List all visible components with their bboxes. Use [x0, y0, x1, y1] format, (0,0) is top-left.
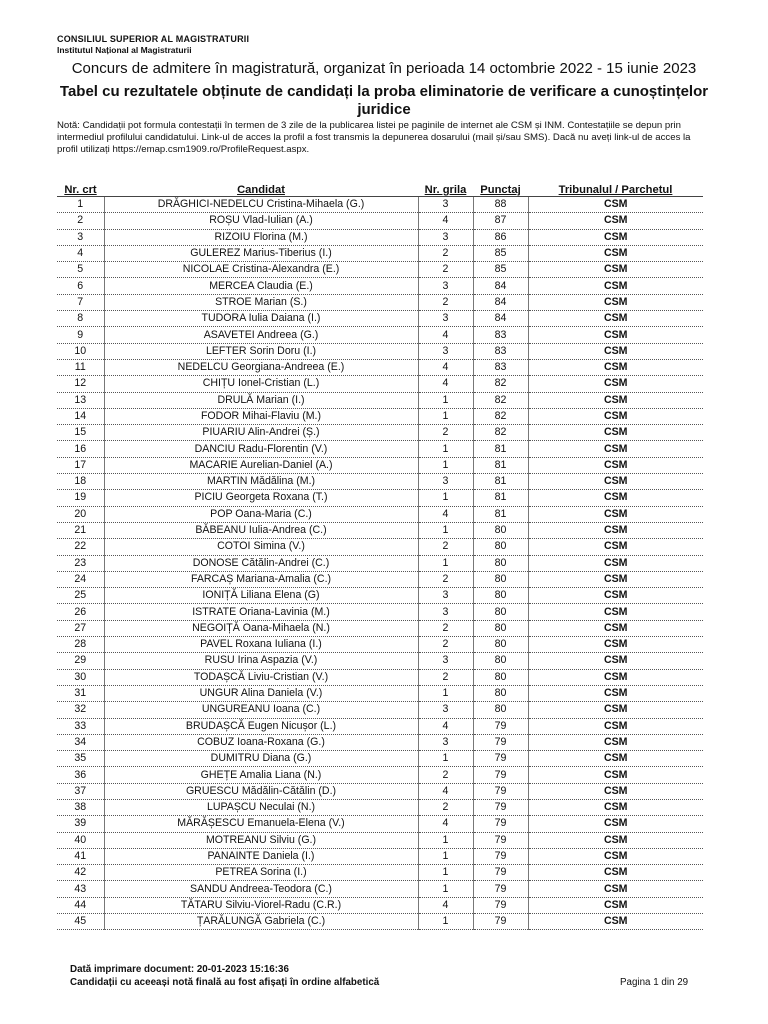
score: 80	[473, 637, 528, 653]
table-row	[57, 816, 703, 832]
table-row	[57, 311, 703, 327]
grid-number: 2	[418, 262, 473, 278]
table-row	[57, 914, 703, 930]
row-number: 5	[57, 262, 104, 278]
score: 79	[473, 848, 528, 864]
tribunal: CSM	[528, 718, 703, 734]
grid-number: 4	[418, 327, 473, 343]
score: 79	[473, 783, 528, 799]
candidate-name: BĂBEANU Iulia-Andrea (C.)	[104, 522, 418, 538]
row-number: 3	[57, 229, 104, 245]
table-row	[57, 278, 703, 294]
row-number: 12	[57, 376, 104, 392]
candidate-name: STROE Marian (S.)	[104, 294, 418, 310]
row-number: 18	[57, 474, 104, 490]
grid-number: 3	[418, 588, 473, 604]
score: 84	[473, 311, 528, 327]
score: 80	[473, 522, 528, 538]
ordering-note: Candidații cu aceeași notă finală au fost afișați în ordine alfabetică	[70, 977, 380, 988]
contest-heading: Concurs de admitere în magistratură, organizat în perioada 14 octombrie 2022 - 15 iunie 2023	[71, 60, 697, 77]
tribunal: CSM	[528, 555, 703, 571]
row-number: 42	[57, 865, 104, 881]
table-row	[57, 229, 703, 245]
score: 81	[473, 490, 528, 506]
candidate-name: DRULĂ Marian (I.)	[104, 392, 418, 408]
grid-number: 2	[418, 539, 473, 555]
table-row	[57, 506, 703, 522]
score: 87	[473, 213, 528, 229]
score: 80	[473, 588, 528, 604]
table-row	[57, 408, 703, 424]
tribunal: CSM	[528, 457, 703, 473]
row-number: 8	[57, 311, 104, 327]
score: 79	[473, 816, 528, 832]
score: 83	[473, 343, 528, 359]
score: 79	[473, 881, 528, 897]
table-row	[57, 588, 703, 604]
candidate-name: PIUARIU Alin-Andrei (Ș.)	[104, 425, 418, 441]
grid-number: 1	[418, 832, 473, 848]
grid-number: 3	[418, 653, 473, 669]
candidate-name: MACARIE Aurelian-Daniel (A.)	[104, 457, 418, 473]
row-number: 25	[57, 588, 104, 604]
tribunal: CSM	[528, 783, 703, 799]
score: 80	[473, 571, 528, 587]
tribunal: CSM	[528, 245, 703, 261]
table-row	[57, 865, 703, 881]
print-date: Dată imprimare document: 20-01-2023 15:16:36	[70, 964, 289, 975]
table-row	[57, 376, 703, 392]
score: 81	[473, 457, 528, 473]
score: 80	[473, 620, 528, 636]
table-row	[57, 669, 703, 685]
row-number: 22	[57, 539, 104, 555]
grid-number: 1	[418, 848, 473, 864]
row-number: 44	[57, 897, 104, 913]
candidate-name: GHEȚE Amalia Liana (N.)	[104, 767, 418, 783]
row-number: 30	[57, 669, 104, 685]
candidate-name: RUSU Irina Aspazia (V.)	[104, 653, 418, 669]
tribunal: CSM	[528, 425, 703, 441]
candidate-name: LEFTER Sorin Doru (I.)	[104, 343, 418, 359]
tribunal: CSM	[528, 408, 703, 424]
candidate-name: SANDU Andreea-Teodora (C.)	[104, 881, 418, 897]
grid-number: 2	[418, 294, 473, 310]
score: 79	[473, 865, 528, 881]
tribunal: CSM	[528, 832, 703, 848]
grid-number: 3	[418, 278, 473, 294]
row-number: 24	[57, 571, 104, 587]
grid-number: 4	[418, 376, 473, 392]
grid-number: 4	[418, 213, 473, 229]
row-number: 35	[57, 751, 104, 767]
candidate-name: UNGUREANU Ioana (C.)	[104, 702, 418, 718]
candidate-name: MOTREANU Silviu (G.)	[104, 832, 418, 848]
table-row	[57, 522, 703, 538]
table-row	[57, 197, 703, 213]
grid-number: 2	[418, 637, 473, 653]
candidate-name: MARTIN Mădălina (M.)	[104, 474, 418, 490]
tribunal: CSM	[528, 213, 703, 229]
score: 80	[473, 702, 528, 718]
table-row	[57, 702, 703, 718]
table-row	[57, 490, 703, 506]
score: 79	[473, 767, 528, 783]
score: 85	[473, 245, 528, 261]
grid-number: 2	[418, 425, 473, 441]
score: 84	[473, 294, 528, 310]
row-number: 11	[57, 359, 104, 375]
candidate-name: PAVEL Roxana Iuliana (I.)	[104, 637, 418, 653]
row-number: 10	[57, 343, 104, 359]
tribunal: CSM	[528, 588, 703, 604]
grid-number: 4	[418, 783, 473, 799]
tribunal: CSM	[528, 620, 703, 636]
score: 88	[473, 197, 528, 213]
score: 80	[473, 685, 528, 701]
candidate-name: DONOSE Cătălin-Andrei (C.)	[104, 555, 418, 571]
grid-number: 1	[418, 457, 473, 473]
tribunal: CSM	[528, 865, 703, 881]
table-row	[57, 783, 703, 799]
table-header-row	[57, 180, 703, 197]
tribunal: CSM	[528, 392, 703, 408]
tribunal: CSM	[528, 604, 703, 620]
grid-number: 1	[418, 441, 473, 457]
score: 82	[473, 425, 528, 441]
tribunal: CSM	[528, 376, 703, 392]
tribunal: CSM	[528, 506, 703, 522]
row-number: 1	[57, 197, 104, 213]
score: 81	[473, 441, 528, 457]
table-row	[57, 474, 703, 490]
candidate-name: DRĂGHICI-NEDELCU Cristina-Mihaela (G.)	[104, 197, 418, 213]
score: 79	[473, 734, 528, 750]
row-number: 43	[57, 881, 104, 897]
tribunal: CSM	[528, 359, 703, 375]
grid-number: 4	[418, 506, 473, 522]
tribunal: CSM	[528, 637, 703, 653]
score: 83	[473, 359, 528, 375]
grid-number: 4	[418, 816, 473, 832]
score: 83	[473, 327, 528, 343]
candidate-name: ISTRATE Oriana-Lavinia (M.)	[104, 604, 418, 620]
grid-number: 3	[418, 604, 473, 620]
table-row	[57, 392, 703, 408]
score: 79	[473, 897, 528, 913]
candidate-name: TODAȘCĂ Liviu-Cristian (V.)	[104, 669, 418, 685]
row-number: 45	[57, 914, 104, 930]
table-row	[57, 359, 703, 375]
table-row	[57, 213, 703, 229]
row-number: 17	[57, 457, 104, 473]
grid-number: 1	[418, 392, 473, 408]
tribunal: CSM	[528, 490, 703, 506]
row-number: 2	[57, 213, 104, 229]
tribunal: CSM	[528, 539, 703, 555]
table-row	[57, 637, 703, 653]
tribunal: CSM	[528, 653, 703, 669]
grid-number: 2	[418, 799, 473, 815]
score: 81	[473, 474, 528, 490]
candidate-name: NEDELCU Georgiana-Andreea (E.)	[104, 359, 418, 375]
table-row	[57, 881, 703, 897]
candidate-name: IONIȚĂ Liliana Elena (G)	[104, 588, 418, 604]
column-header-nr-grila: Nr. grila	[418, 180, 473, 197]
tribunal: CSM	[528, 474, 703, 490]
score: 80	[473, 669, 528, 685]
tribunal: CSM	[528, 881, 703, 897]
tribunal: CSM	[528, 702, 703, 718]
tribunal: CSM	[528, 897, 703, 913]
contestation-note: Notă: Candidații pot formula contestații în termen de 3 zile de la publicarea listei pe paginile de internet ale CSM și INM. Contestațiile se depun prin intermediul profilului candidatului. Link-ul de acces la profil a fost transmis la depunerea dosarului (mail și/sau SMS). Dacă nu aveți link-ul de acces la profil utilizați https://emap.csm1909.ro/ProfileRequest.aspx.	[57, 120, 691, 155]
candidate-name: UNGUR Alina Daniela (V.)	[104, 685, 418, 701]
table-row	[57, 832, 703, 848]
grid-number: 1	[418, 685, 473, 701]
score: 80	[473, 653, 528, 669]
row-number: 16	[57, 441, 104, 457]
row-number: 39	[57, 816, 104, 832]
row-number: 13	[57, 392, 104, 408]
table-row	[57, 294, 703, 310]
grid-number: 3	[418, 197, 473, 213]
candidate-name: FARCAȘ Mariana-Amalia (C.)	[104, 571, 418, 587]
tribunal: CSM	[528, 441, 703, 457]
grid-number: 4	[418, 897, 473, 913]
grid-number: 1	[418, 555, 473, 571]
table-row	[57, 848, 703, 864]
org-name: CONSILIUL SUPERIOR AL MAGISTRATURII	[57, 34, 250, 44]
grid-number: 3	[418, 311, 473, 327]
row-number: 34	[57, 734, 104, 750]
candidate-name: FODOR Mihai-Flaviu (M.)	[104, 408, 418, 424]
score: 82	[473, 408, 528, 424]
table-row	[57, 441, 703, 457]
tribunal: CSM	[528, 294, 703, 310]
candidate-name: BRUDAȘCĂ Eugen Nicușor (L.)	[104, 718, 418, 734]
tribunal: CSM	[528, 685, 703, 701]
tribunal: CSM	[528, 799, 703, 815]
row-number: 4	[57, 245, 104, 261]
score: 80	[473, 604, 528, 620]
tribunal: CSM	[528, 767, 703, 783]
score: 79	[473, 751, 528, 767]
candidate-name: MĂRĂȘESCU Emanuela-Elena (V.)	[104, 816, 418, 832]
candidate-name: RIZOIU Florina (M.)	[104, 229, 418, 245]
table-row	[57, 897, 703, 913]
table-row	[57, 571, 703, 587]
score: 79	[473, 718, 528, 734]
table-row	[57, 457, 703, 473]
score: 85	[473, 262, 528, 278]
tribunal: CSM	[528, 262, 703, 278]
row-number: 27	[57, 620, 104, 636]
candidate-name: PICIU Georgeta Roxana (T.)	[104, 490, 418, 506]
candidate-name: GRUESCU Mădălin-Cătălin (D.)	[104, 783, 418, 799]
row-number: 21	[57, 522, 104, 538]
column-header-candidat: Candidat	[104, 180, 418, 197]
candidate-name: PETREA Sorina (I.)	[104, 865, 418, 881]
table-row	[57, 718, 703, 734]
candidate-name: LUPAȘCU Neculai (N.)	[104, 799, 418, 815]
grid-number: 2	[418, 767, 473, 783]
table-row	[57, 327, 703, 343]
row-number: 41	[57, 848, 104, 864]
candidate-name: COTOI Simina (V.)	[104, 539, 418, 555]
candidate-name: MERCEA Claudia (E.)	[104, 278, 418, 294]
candidate-name: NICOLAE Cristina-Alexandra (E.)	[104, 262, 418, 278]
row-number: 28	[57, 637, 104, 653]
row-number: 36	[57, 767, 104, 783]
table-row	[57, 734, 703, 750]
grid-number: 1	[418, 522, 473, 538]
table-row	[57, 245, 703, 261]
row-number: 33	[57, 718, 104, 734]
row-number: 20	[57, 506, 104, 522]
column-header-punctaj: Punctaj	[473, 180, 528, 197]
score: 80	[473, 555, 528, 571]
tribunal: CSM	[528, 816, 703, 832]
column-header-nr-crt: Nr. crt	[57, 180, 104, 197]
row-number: 23	[57, 555, 104, 571]
table-row	[57, 653, 703, 669]
row-number: 6	[57, 278, 104, 294]
grid-number: 3	[418, 474, 473, 490]
candidate-name: ROȘU Vlad-Iulian (A.)	[104, 213, 418, 229]
tribunal: CSM	[528, 751, 703, 767]
score: 86	[473, 229, 528, 245]
column-header-tribunal: Tribunalul / Parchetul	[528, 180, 703, 197]
score: 80	[473, 539, 528, 555]
candidate-name: DANCIU Radu-Florentin (V.)	[104, 441, 418, 457]
table-row	[57, 685, 703, 701]
tribunal: CSM	[528, 278, 703, 294]
score: 82	[473, 376, 528, 392]
row-number: 9	[57, 327, 104, 343]
candidate-name: CHIȚU Ionel-Cristian (L.)	[104, 376, 418, 392]
candidate-name: DUMITRU Diana (G.)	[104, 751, 418, 767]
page-number: Pagina 1 din 29	[620, 977, 689, 988]
tribunal: CSM	[528, 229, 703, 245]
row-number: 40	[57, 832, 104, 848]
table-row	[57, 751, 703, 767]
table-row	[57, 620, 703, 636]
candidate-name: GULEREZ Marius-Tiberius (I.)	[104, 245, 418, 261]
candidate-name: PANAINTE Daniela (I.)	[104, 848, 418, 864]
score: 81	[473, 506, 528, 522]
grid-number: 3	[418, 343, 473, 359]
grid-number: 2	[418, 669, 473, 685]
row-number: 31	[57, 685, 104, 701]
grid-number: 3	[418, 734, 473, 750]
candidate-name: ASAVETEI Andreea (G.)	[104, 327, 418, 343]
table-row	[57, 425, 703, 441]
candidate-name: COBUZ Ioana-Roxana (G.)	[104, 734, 418, 750]
score: 84	[473, 278, 528, 294]
tribunal: CSM	[528, 311, 703, 327]
results-table	[57, 180, 703, 930]
row-number: 32	[57, 702, 104, 718]
tribunal: CSM	[528, 669, 703, 685]
table-row	[57, 539, 703, 555]
candidate-name: POP Oana-Maria (C.)	[104, 506, 418, 522]
candidate-name: TUDORA Iulia Daiana (I.)	[104, 311, 418, 327]
tribunal: CSM	[528, 343, 703, 359]
tribunal: CSM	[528, 914, 703, 930]
tribunal: CSM	[528, 734, 703, 750]
grid-number: 2	[418, 571, 473, 587]
row-number: 29	[57, 653, 104, 669]
score: 79	[473, 799, 528, 815]
document-title: Tabel cu rezultatele obținute de candidați la proba eliminatorie de verificare a cunoștințelor juridice	[59, 83, 709, 118]
grid-number: 3	[418, 229, 473, 245]
grid-number: 1	[418, 914, 473, 930]
table-row	[57, 767, 703, 783]
grid-number: 3	[418, 702, 473, 718]
score: 79	[473, 914, 528, 930]
score: 79	[473, 832, 528, 848]
candidate-name: TĂTARU Silviu-Viorel-Radu (C.R.)	[104, 897, 418, 913]
grid-number: 2	[418, 620, 473, 636]
tribunal: CSM	[528, 197, 703, 213]
grid-number: 1	[418, 408, 473, 424]
table-row	[57, 604, 703, 620]
results-body	[57, 197, 703, 930]
grid-number: 4	[418, 359, 473, 375]
table-row	[57, 799, 703, 815]
table-row	[57, 555, 703, 571]
table-row	[57, 343, 703, 359]
grid-number: 1	[418, 751, 473, 767]
grid-number: 4	[418, 718, 473, 734]
tribunal: CSM	[528, 571, 703, 587]
row-number: 26	[57, 604, 104, 620]
score: 82	[473, 392, 528, 408]
row-number: 37	[57, 783, 104, 799]
grid-number: 1	[418, 490, 473, 506]
grid-number: 1	[418, 881, 473, 897]
tribunal: CSM	[528, 848, 703, 864]
row-number: 7	[57, 294, 104, 310]
candidate-name: ȚARĂLUNGĂ Gabriela (C.)	[104, 914, 418, 930]
grid-number: 2	[418, 245, 473, 261]
tribunal: CSM	[528, 522, 703, 538]
table-row	[57, 262, 703, 278]
institute-name: Institutul Național al Magistraturii	[57, 45, 192, 55]
row-number: 19	[57, 490, 104, 506]
grid-number: 1	[418, 865, 473, 881]
tribunal: CSM	[528, 327, 703, 343]
row-number: 38	[57, 799, 104, 815]
candidate-name: NEGOIȚĂ Oana-Mihaela (N.)	[104, 620, 418, 636]
row-number: 15	[57, 425, 104, 441]
row-number: 14	[57, 408, 104, 424]
